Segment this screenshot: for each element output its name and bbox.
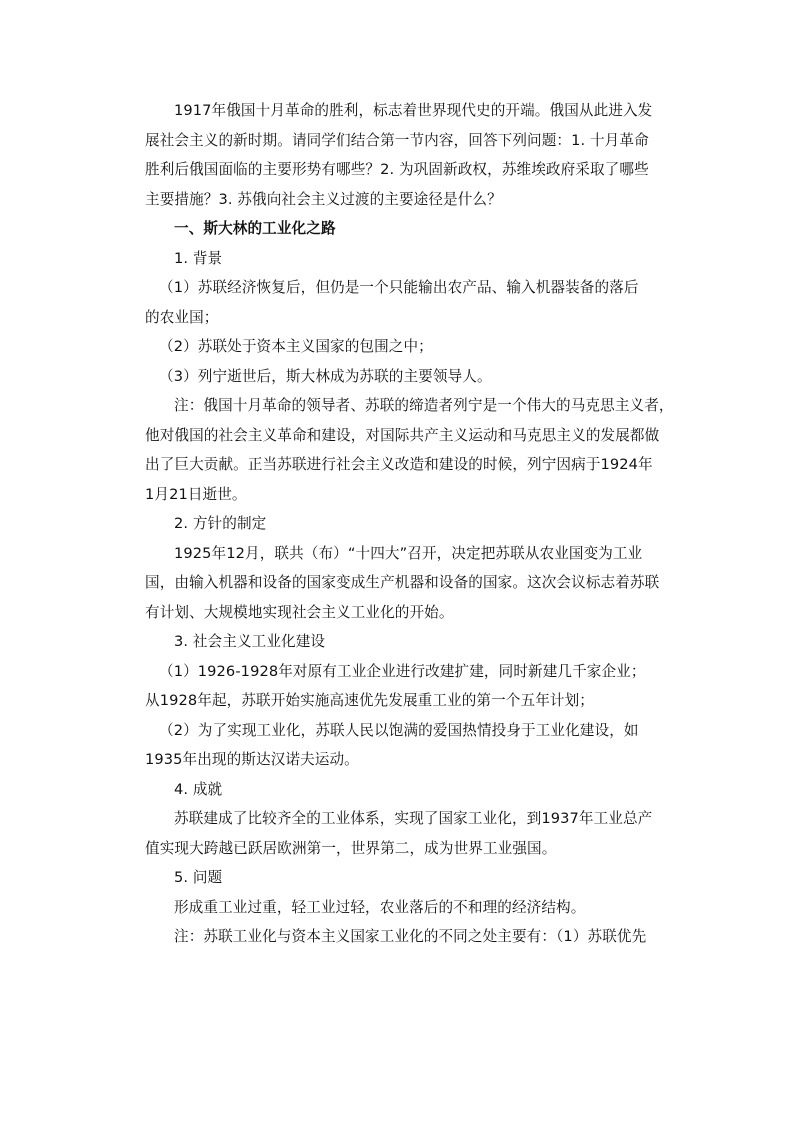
construction-item-1-line-2: 从1928年起，苏联开始实施高速优先发展重工业的第一个五年计划；: [145, 692, 594, 709]
background-item-3: （3）列宁逝世后，斯大林成为苏联的主要领导人。: [159, 367, 492, 385]
document-body: [145, 96, 677, 952]
construction-item-2-line-2: 1935年出现的斯达汉诺夫运动。: [145, 751, 359, 768]
subheading-problem: 5. 问题: [174, 869, 223, 886]
construction-item-1-line-1: （1）1926-1928年对原有工业企业进行改建扩建，同时新建几千家企业；: [159, 662, 646, 680]
background-item-2: （2）苏联处于资本主义国家的包围之中；: [159, 338, 433, 355]
problem-paragraph: 形成重工业过重，轻工业过轻，农业落后的不和理的经济结构。: [174, 898, 586, 916]
subheading-construction: 3. 社会主义工业化建设: [174, 633, 326, 650]
intro-paragraph-line-1: 1917年俄国十月革命的胜利，标志着世界现代史的开端。俄国从此进入发: [174, 102, 653, 119]
construction-item-2-line-1: （2）为了实现工业化，苏联人民以饱满的爱国热情投身于工业化建设，如: [159, 721, 639, 739]
note-lenin-line-1: 注：俄国十月革命的领导者、苏联的缔造者列宁是一个伟大的马克思主义者，: [174, 397, 674, 414]
policy-paragraph-line-3: 有计划、大规模地实现社会主义工业化的开始。: [145, 603, 454, 621]
intro-paragraph-line-4: 主要措施？3. 苏俄向社会主义过渡的主要途径是什么？: [145, 190, 502, 208]
subheading-policy: 2. 方针的制定: [174, 515, 267, 532]
background-item-1-line-1: （1）苏联经济恢复后，但仍是一个只能输出农产品、输入机器装备的落后: [159, 279, 639, 296]
achievement-paragraph-line-1: 苏联建成了比较齐全的工业体系，实现了国家工业化，到1937年工业总产: [174, 810, 653, 827]
policy-paragraph-line-1: 1925年12月，联共（布）“十四大”召开，决定把苏联从农业国变为工业: [174, 544, 643, 562]
background-item-1-line-2: 的农业国；: [145, 308, 219, 326]
subheading-background: 1. 背景: [174, 249, 223, 267]
intro-paragraph-line-3: 胜利后俄国面临的主要形势有哪些？2. 为巩固新政权，苏维埃政府采取了哪些: [145, 161, 649, 178]
subheading-achievement: 4. 成就: [174, 780, 223, 798]
intro-paragraph-line-2: 展社会主义的新时期。请同学们结合第一节内容，回答下列问题：1. 十月革命: [145, 131, 649, 149]
note-lenin-line-2: 他对俄国的社会主义革命和建设，对国际共产主义运动和马克思主义的发展都做: [145, 426, 660, 444]
note-comparison-line-1: 注：苏联工业化与资本主义国家工业化的不同之处主要有：（1）苏联优先: [174, 928, 647, 945]
section-heading: 一、斯大林的工业化之路: [174, 220, 336, 237]
achievement-paragraph-line-2: 值实现大跨越已跃居欧洲第一，世界第二，成为世界工业强国。: [145, 839, 557, 857]
note-lenin-line-3: 出了巨大贡献。正当苏联进行社会主义改造和建设的时候，列宁因病于1924年: [145, 456, 653, 473]
policy-paragraph-line-2: 国，由输入机器和设备的国家变成生产机器和设备的国家。这次会议标志着苏联: [145, 574, 660, 591]
note-lenin-line-4: 1月21日逝世。: [145, 485, 247, 503]
